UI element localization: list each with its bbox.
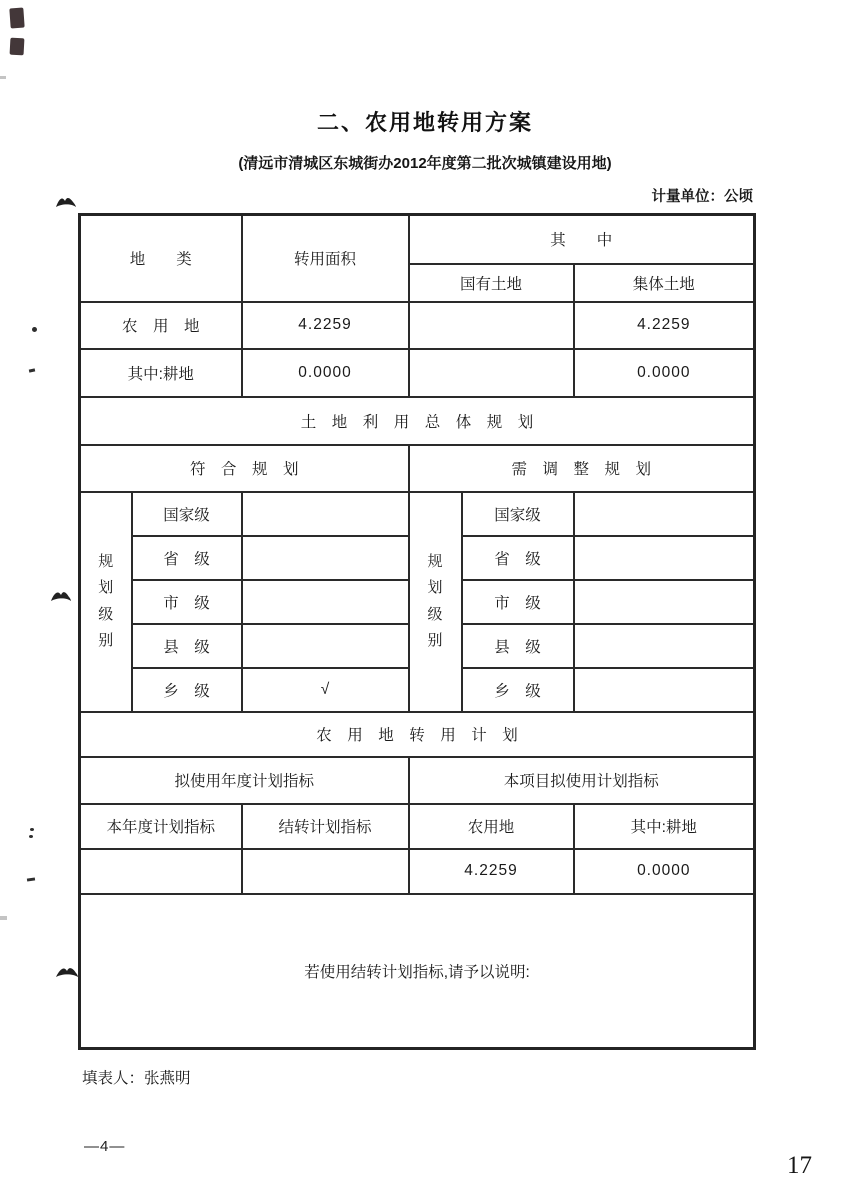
table-row bbox=[80, 349, 755, 397]
plan-level-vertical-label: 规划级别 bbox=[98, 553, 114, 649]
scan-speck bbox=[30, 828, 34, 831]
value-quota-agricultural-land: 4.2259 bbox=[409, 849, 574, 894]
header-conversion-area: 转用面积 bbox=[242, 215, 409, 302]
label-plan-level-right bbox=[409, 492, 462, 712]
value-national-right bbox=[574, 492, 755, 536]
scan-corner-mark bbox=[10, 38, 25, 56]
header-project-quota: 本项目拟使用计划指标 bbox=[409, 757, 755, 804]
table-row bbox=[80, 215, 755, 264]
page-title: 二、农用地转用方案 bbox=[316, 110, 533, 135]
value-county-right bbox=[574, 624, 755, 668]
section-title-conversion-plan: 农 用 地 转 用 计 划 bbox=[80, 712, 755, 757]
scan-speck bbox=[29, 835, 33, 838]
header-conforms-to-plan: 符 合 规 划 bbox=[80, 445, 409, 492]
level-provincial-left: 省 级 bbox=[132, 536, 242, 580]
cell-cultivated-land-area: 0.0000 bbox=[242, 349, 409, 397]
level-national-left: 国家级 bbox=[132, 492, 242, 536]
scan-speck bbox=[32, 327, 37, 332]
scan-squiggle-mark bbox=[50, 588, 72, 603]
measurement-unit-note: 计量单位：公顷 bbox=[651, 189, 753, 205]
header-land-type: 地 类 bbox=[80, 215, 242, 302]
table-row bbox=[80, 445, 755, 492]
sheet-number: 17 bbox=[787, 1152, 812, 1179]
level-township-right: 乡 级 bbox=[462, 668, 574, 712]
value-municipal-left bbox=[242, 580, 409, 624]
value-quota-cultivated-land: 0.0000 bbox=[574, 849, 755, 894]
form-filler-name: 填表人：张燕明 bbox=[82, 1070, 191, 1087]
level-municipal-right: 市 级 bbox=[462, 580, 574, 624]
scan-squiggle-mark bbox=[55, 964, 79, 979]
header-annual-quota: 拟使用年度计划指标 bbox=[80, 757, 409, 804]
cell-agricultural-land-area: 4.2259 bbox=[242, 302, 409, 349]
land-conversion-table bbox=[78, 213, 756, 1050]
header-of-which: 其 中 bbox=[409, 215, 755, 264]
table-row bbox=[80, 894, 755, 1049]
level-municipal-left: 市 级 bbox=[132, 580, 242, 624]
scan-speck bbox=[0, 76, 6, 79]
table-row bbox=[80, 492, 755, 536]
value-township-left-checkmark: √ bbox=[242, 668, 409, 712]
cell-cultivated-land-collective: 0.0000 bbox=[574, 349, 755, 397]
footer-page-number: —4— bbox=[84, 1138, 126, 1155]
header-quota-cultivated-land: 其中:耕地 bbox=[574, 804, 755, 849]
value-provincial-left bbox=[242, 536, 409, 580]
cell-cultivated-land-label: 其中:耕地 bbox=[80, 349, 242, 397]
value-provincial-right bbox=[574, 536, 755, 580]
value-county-left bbox=[242, 624, 409, 668]
value-carryover-quota bbox=[242, 849, 409, 894]
cell-agricultural-land-label: 农 用 地 bbox=[80, 302, 242, 349]
page-subtitle: (清远市清城区东城街办2012年度第二批次城镇建设用地) bbox=[238, 155, 612, 172]
level-county-left: 县 级 bbox=[132, 624, 242, 668]
table-row bbox=[80, 397, 755, 445]
value-township-right bbox=[574, 668, 755, 712]
header-needs-plan-adjustment: 需 调 整 规 划 bbox=[409, 445, 755, 492]
header-quota-agricultural-land: 农用地 bbox=[409, 804, 574, 849]
scan-speck bbox=[0, 916, 7, 920]
scan-speck bbox=[29, 368, 35, 372]
cell-agricultural-land-collective: 4.2259 bbox=[574, 302, 755, 349]
header-collective-land: 集体土地 bbox=[574, 264, 755, 302]
level-national-right: 国家级 bbox=[462, 492, 574, 536]
scan-speck bbox=[27, 877, 35, 881]
carryover-explanation-note: 若使用结转计划指标,请予以说明: bbox=[80, 894, 755, 1049]
table-row bbox=[80, 757, 755, 804]
header-current-year-quota: 本年度计划指标 bbox=[80, 804, 242, 849]
table-row bbox=[80, 849, 755, 894]
scan-corner-mark bbox=[9, 8, 24, 29]
scan-squiggle-mark bbox=[55, 194, 77, 209]
value-current-year-quota bbox=[80, 849, 242, 894]
cell-agricultural-land-state bbox=[409, 302, 574, 349]
plan-level-vertical-label: 规划级别 bbox=[427, 553, 443, 649]
value-municipal-right bbox=[574, 580, 755, 624]
table-row bbox=[80, 804, 755, 849]
level-provincial-right: 省 级 bbox=[462, 536, 574, 580]
header-state-owned-land: 国有土地 bbox=[409, 264, 574, 302]
cell-cultivated-land-state bbox=[409, 349, 574, 397]
level-township-left: 乡 级 bbox=[132, 668, 242, 712]
label-plan-level-left bbox=[80, 492, 132, 712]
header-carryover-quota: 结转计划指标 bbox=[242, 804, 409, 849]
value-national-left bbox=[242, 492, 409, 536]
table-row bbox=[80, 712, 755, 757]
table-row bbox=[80, 302, 755, 349]
section-title-overall-plan: 土 地 利 用 总 体 规 划 bbox=[80, 397, 755, 445]
level-county-right: 县 级 bbox=[462, 624, 574, 668]
